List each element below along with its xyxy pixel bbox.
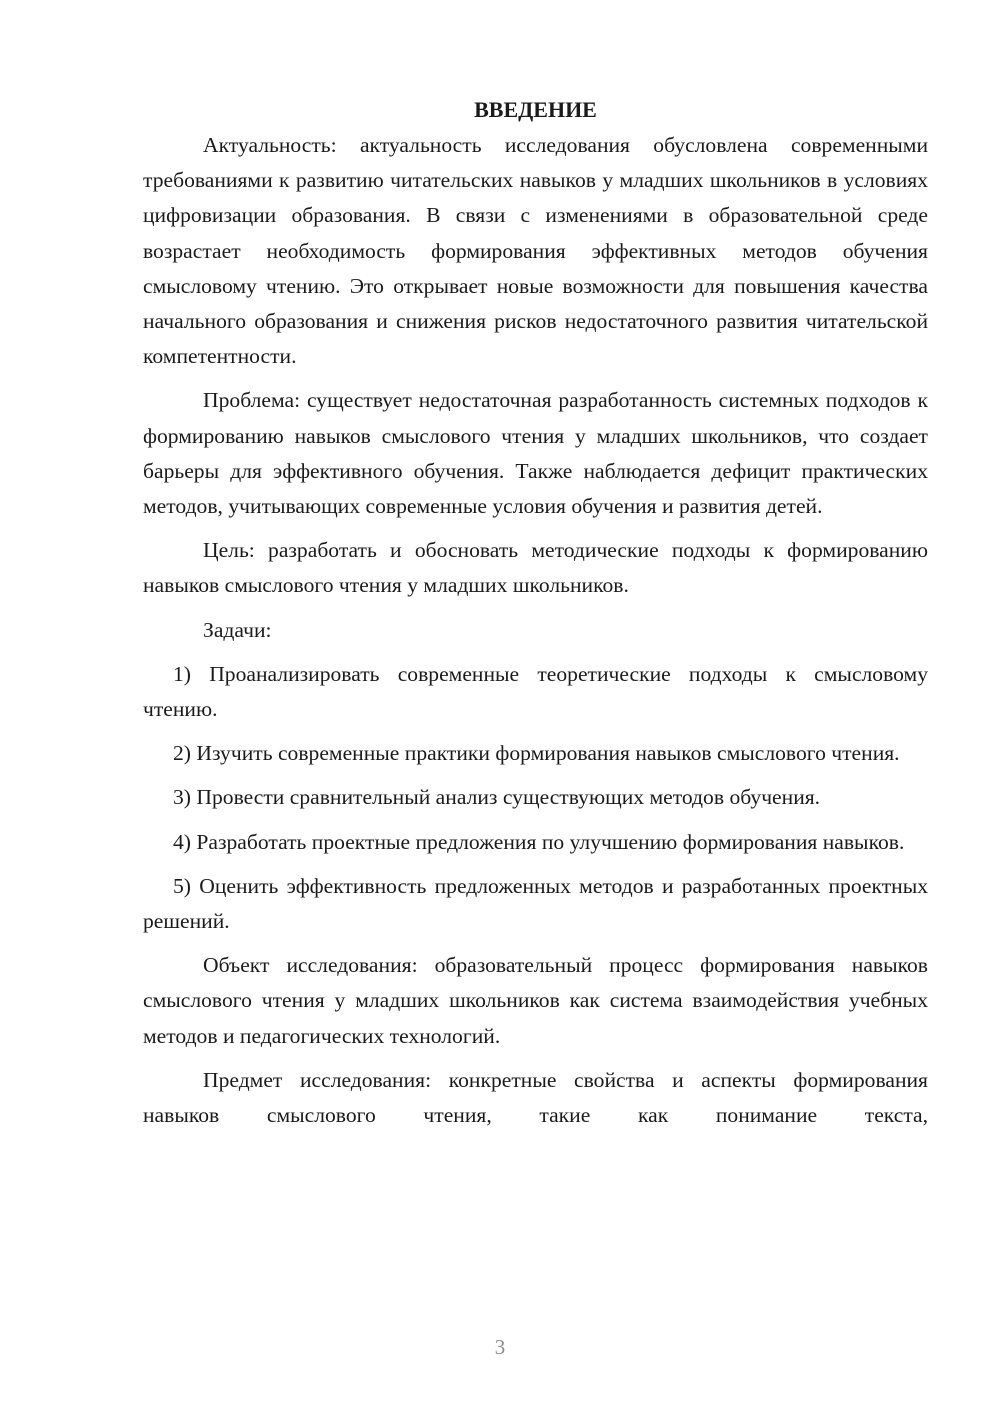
paragraph-research-object: Объект исследования: образовательный процесс формирования навыков смыслового чтения у младших школьников как система взаимодействия учебных методов и педагогических технологий. bbox=[143, 953, 928, 1048]
section-heading: ВВЕДЕНИЕ bbox=[474, 97, 597, 122]
paragraph-tasks-label: Задачи: bbox=[203, 617, 272, 642]
task-item-1: 1) Проанализировать современные теоретические подходы к смысловому чтению. bbox=[143, 661, 928, 722]
page-number: 3 bbox=[494, 1335, 506, 1359]
paragraph-research-subject: Предмет исследования: конкретные свойства и аспекты формирования навыков смыслового чтения, такие как понимание текста, bbox=[143, 1067, 928, 1128]
paragraph-relevance: Актуальность: актуальность исследования обусловлена современными требованиями к развитию читательских навыков у младших школьников в условиях цифровизации образования. В связи с изменениями в образовательной среде возрастает необходимость формирования эффективных методов обучения смысловому чтению. Это открывает новые возможности для повышения качества начального образования и снижения рисков недостаточного развития читательской компетентности. bbox=[143, 133, 928, 369]
task-item-5: 5) Оценить эффективность предложенных методов и разработанных проектных решений. bbox=[143, 873, 928, 934]
paragraph-problem: Проблема: существует недостаточная разработанность системных подходов к формированию навыков смыслового чтения у младших школьников, что создает барьеры для эффективного обучения. Также наблюдается дефицит практических методов, учитывающих современные условия обучения и развития детей. bbox=[143, 388, 928, 519]
document-body bbox=[143, 92, 928, 1133]
task-item-3: 3) Провести сравнительный анализ существующих методов обучения. bbox=[173, 785, 821, 810]
paragraph-goal: Цель: разработать и обосновать методические подходы к формированию навыков смыслового чтения у младших школьников. bbox=[143, 538, 928, 598]
task-item-2: 2) Изучить современные практики формирования навыков смыслового чтения. bbox=[173, 741, 900, 766]
task-item-4: 4) Разработать проектные предложения по улучшению формирования навыков. bbox=[173, 829, 905, 854]
